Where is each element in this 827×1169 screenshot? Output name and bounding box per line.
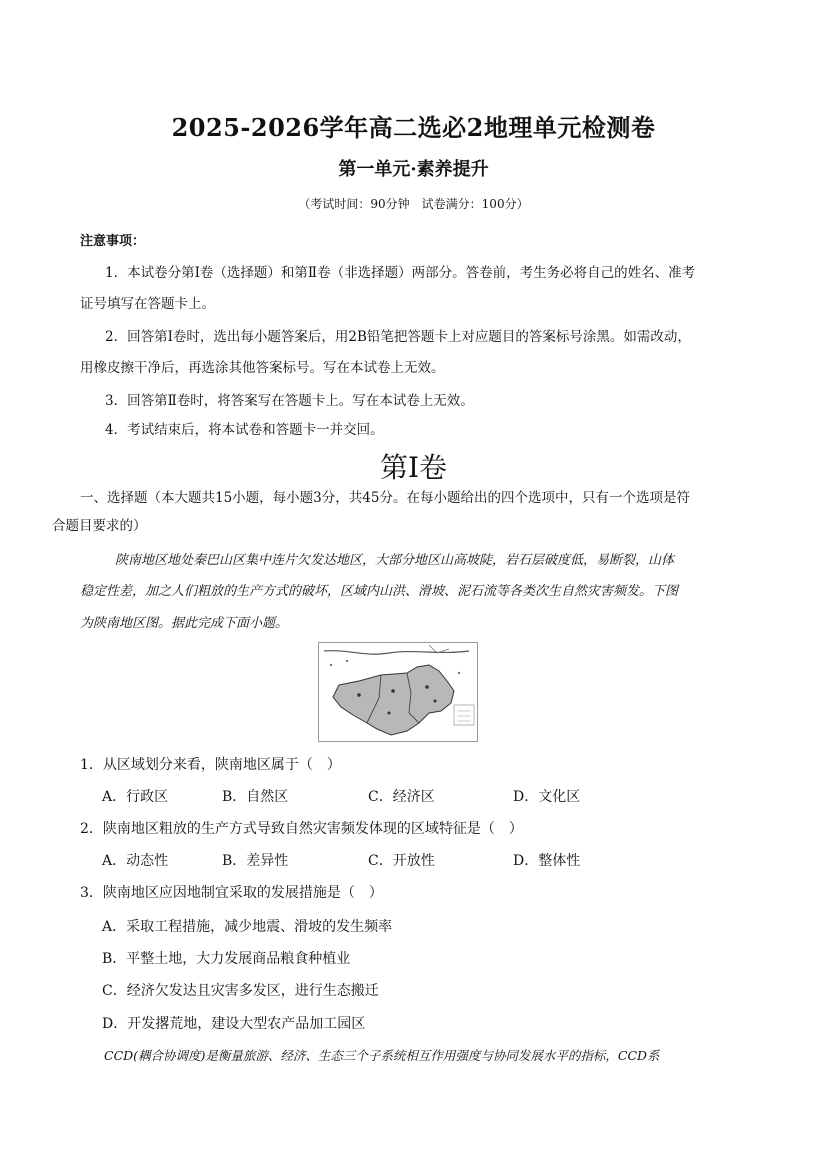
section-instruction: 合题目要求的） xyxy=(52,518,147,534)
question-option: B．差异性 xyxy=(222,853,289,869)
footer-passage: CCD(耦合协调度)是衡量旅游、经济、生态三个子系统相互作用强度与协同发展水平的指标，CCD系 xyxy=(104,1048,660,1063)
question-option: C．开放性 xyxy=(368,853,435,869)
notice-line: 3．回答第Ⅱ卷时，将答案写在答题卡上。写在本试卷上无效。 xyxy=(105,393,474,409)
passage-line: 为陕南地区图。据此完成下面小题。 xyxy=(80,616,289,631)
question-option: A．采取工程措施，减少地震、滑坡的发生频率 xyxy=(102,919,393,935)
section-instruction: 一、选择题（本大题共15小题，每小题3分，共45分。在每小题给出的四个选项中，只有一个选项是符 xyxy=(80,490,690,506)
exam-meta: （考试时间：90分钟 试卷满分：100分） xyxy=(298,197,529,211)
section-title: 第Ⅰ卷 xyxy=(379,451,448,484)
question-option: B．平整土地，大力发展商品粮食种植业 xyxy=(102,951,351,967)
notice-heading: 注意事项： xyxy=(80,234,146,249)
page-subtitle: 第一单元·素养提升 xyxy=(338,159,489,180)
question-option: C．经济欠发达且灾害多发区，进行生态搬迁 xyxy=(102,983,379,999)
passage-line: 稳定性差，加之人们粗放的生产方式的破坏，区域内山洪、滑坡、泥石流等各类次生自然灾害频发。下图 xyxy=(80,584,679,599)
question-option: C．经济区 xyxy=(368,789,435,805)
map-illustration xyxy=(319,643,477,741)
notice-line: 2．回答第Ⅰ卷时，选出每小题答案后，用2B铅笔把答题卡上对应题目的答案标号涂黑。如需改动， xyxy=(105,329,691,345)
question-option: A．行政区 xyxy=(102,789,169,805)
question-stem: 2．陕南地区粗放的生产方式导致自然灾害频发体现的区域特征是（ ） xyxy=(80,821,523,837)
question-option: D．文化区 xyxy=(513,789,581,805)
question-option: D．开发撂荒地，建设大型农产品加工园区 xyxy=(102,1016,366,1032)
question-option: D．整体性 xyxy=(513,853,581,869)
question-option: B．自然区 xyxy=(222,789,289,805)
question-option: A．动态性 xyxy=(102,853,169,869)
shaannan-map-figure xyxy=(318,642,478,742)
notice-line: 证号填写在答题卡上。 xyxy=(80,296,215,312)
notice-line: 用橡皮擦干净后，再选涂其他答案标号。写在本试卷上无效。 xyxy=(80,360,445,376)
notice-line: 4．考试结束后，将本试卷和答题卡一并交回。 xyxy=(105,422,384,438)
notice-line: 1．本试卷分第Ⅰ卷（选择题）和第Ⅱ卷（非选择题）两部分。答卷前，考生务必将自己的姓名、准考 xyxy=(105,265,696,281)
page-title: 2025-2026学年高二选必2地理单元检测卷 xyxy=(171,113,656,142)
question-stem: 1．从区域划分来看，陕南地区属于（ ） xyxy=(80,757,341,773)
question-stem: 3．陕南地区应因地制宜采取的发展措施是（ ） xyxy=(80,885,383,901)
passage-line: 陕南地区地处秦巴山区集中连片欠发达地区，大部分地区山高坡陡，岩石层破度低，易断裂，山体 xyxy=(115,553,675,568)
